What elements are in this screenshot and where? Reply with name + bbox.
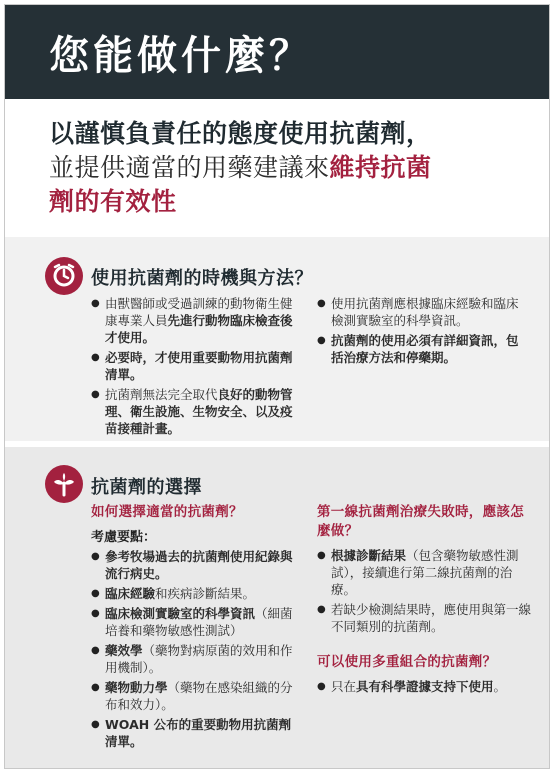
section-2-title: 抗菌劑的選擇: [91, 477, 202, 498]
list-item: [91, 295, 303, 346]
section-1-left-column: [91, 295, 303, 440]
page: [4, 4, 550, 769]
key-points-label: 考慮要點：: [91, 530, 157, 545]
list-item-pre-text: 抗菌劑無法完全取代: [105, 387, 218, 402]
list-item-bold-text: 必要時，才使用重要動物用抗菌劑清單。: [105, 350, 293, 382]
list-item-post-text: 和疾病診斷結果。: [155, 586, 256, 601]
first-line-failure-list: [317, 547, 531, 635]
section-when-how: [5, 237, 550, 441]
list-item-bold-text: 先進行動物臨床檢查後才使用。: [105, 313, 293, 345]
section-selection: [5, 447, 550, 769]
section-1-right-list: [317, 295, 527, 366]
intro-plain-text: 並提供適當的用藥建議來: [49, 153, 330, 182]
intro: [5, 99, 549, 237]
clock-icon: [45, 257, 83, 295]
list-item-post-text: （藥物在感染組織的分布和效力）。: [105, 680, 293, 712]
list-item-bold-text: 參考牧場過去的抗菌劑使用紀錄與流行病史。: [105, 549, 293, 581]
list-item-bold-text: 良好的動物管理、衛生設施、生物安全、以及疫苗接種計畫。: [105, 387, 293, 436]
list-item: [91, 585, 303, 602]
section-1-right-column: [317, 295, 527, 369]
list-item-bold-text: 藥物動力學: [105, 680, 168, 695]
list-item: [317, 601, 531, 635]
list-item: [91, 642, 303, 676]
list-item-post-text: （包含藥物敏感性測試），接續進行第二線抗菌劑的治療。: [331, 548, 519, 597]
section-2-left-column: [91, 503, 303, 753]
list-item-bold-text: 臨床經驗: [105, 586, 156, 601]
list-item-bold-text: 藥效學: [105, 643, 143, 658]
header-banner: [5, 5, 549, 99]
list-item-post-text: （細菌培養和藥物敏感性測試）: [105, 606, 293, 638]
first-line-failure-subtitle: 第一線抗菌劑治療失敗時，應該怎麼做？: [317, 504, 524, 539]
list-item-pre-text: 若缺少檢測結果時，應使用與第一線不同類別的抗菌劑。: [331, 602, 532, 634]
list-item: [317, 295, 527, 329]
section-2-right-column: [317, 503, 531, 698]
list-item-pre-text: 使用抗菌劑應根據臨床經驗和臨床檢測實驗室的科學資訊。: [331, 296, 519, 328]
list-item: [91, 716, 303, 750]
section-1-title: 使用抗菌劑的時機與方法？: [91, 268, 313, 289]
list-item: [91, 349, 303, 383]
list-item-post-text: （藥物對病原菌的效用和作用機制）。: [105, 643, 293, 675]
list-item: [91, 548, 303, 582]
list-item: [317, 678, 531, 695]
list-item-pre-text: 只在: [331, 679, 357, 694]
list-item-bold-text: 抗菌劑的使用必須有詳細資訊，包括治療方法和停藥期。: [331, 333, 519, 365]
combination-subtitle: 可以使用多重組合的抗菌劑？: [317, 654, 497, 670]
intro-line-3: 劑的有效性: [49, 187, 177, 216]
page-title: 您能做什麼？: [49, 32, 313, 79]
list-item-bold-text: WOAH 公布的重要動物用抗菌劑清單。: [105, 717, 292, 749]
section-1-left-list: [91, 295, 303, 437]
list-item: [91, 679, 303, 713]
choose-subtitle: 如何選擇適當的抗菌劑？: [91, 504, 243, 520]
list-item-bold-text: 根據診斷結果: [331, 548, 407, 563]
list-item-post-text: 。: [493, 679, 507, 694]
list-item: [91, 605, 303, 639]
list-item-bold-text: 具有科學證據支持下使用: [356, 679, 494, 694]
list-item: [317, 547, 531, 598]
section-2-left-list: [91, 548, 303, 750]
intro-line-1: 以謹慎負責任的態度使用抗菌劑，: [49, 119, 432, 148]
intro-line-2: [49, 151, 549, 185]
combination-list: [317, 678, 531, 695]
intro-accent-text: 維持抗菌: [329, 153, 432, 182]
list-item: [91, 386, 303, 437]
sprout-icon: [45, 465, 83, 503]
list-item-bold-text: 臨床檢測實驗室的科學資訊: [105, 606, 256, 621]
list-item: [317, 332, 527, 366]
list-item-pre-text: 由獸醫師或受過訓練的動物衛生健康專業人員: [105, 296, 293, 328]
